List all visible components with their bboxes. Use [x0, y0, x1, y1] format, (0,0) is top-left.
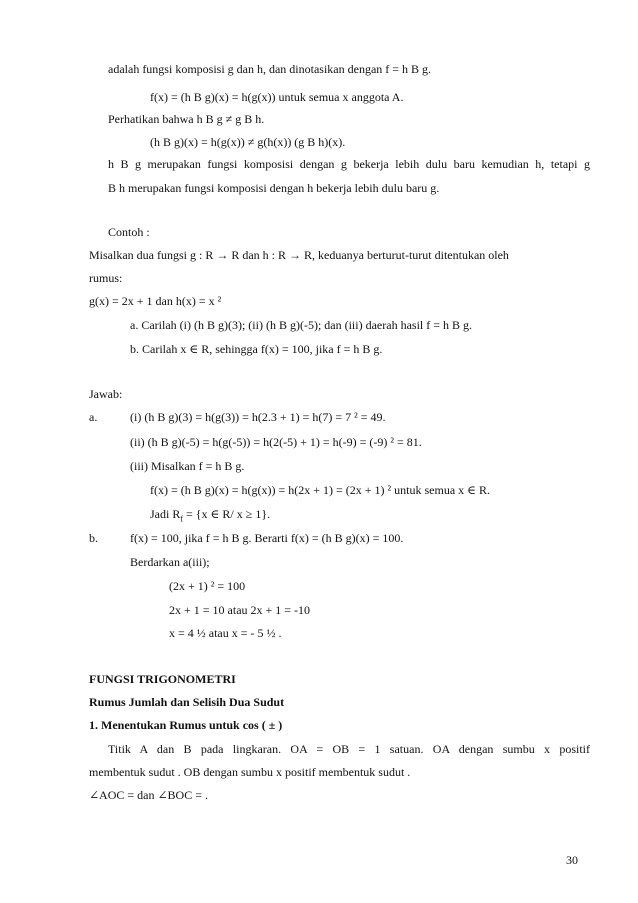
- range-subscript: f: [180, 514, 184, 524]
- answer-label-b: b.: [89, 531, 98, 545]
- formula-line: f(x) = (h B g)(x) = h(g(x)) untuk semua x anggota A.: [150, 90, 404, 104]
- answer-line: (iii) Misalkan f = h B g.: [130, 459, 245, 473]
- equation-line: (2x + 1) ² = 100: [169, 579, 246, 593]
- text-line: membentuk sudut . OB dengan sumbu x positif membentuk sudut .: [89, 765, 411, 779]
- section-heading: FUNGSI TRIGONOMETRI: [89, 672, 236, 686]
- text-line: adalah fungsi komposisi g dan h, dan dinotasikan dengan f = h B g.: [108, 62, 432, 76]
- range-line: [150, 507, 270, 526]
- example-heading: Contoh :: [108, 225, 150, 239]
- answer-line: f(x) = (h B g)(x) = h(g(x)) = h(2x + 1) = (2x + 1) ² untuk semua x ∈ R.: [150, 483, 491, 497]
- text-line: ∠AOC = dan ∠BOC = .: [89, 788, 208, 802]
- question-a: a. Carilah (i) (h B g)(3); (ii) (h B g)(-5); dan (iii) daerah hasil f = h B g.: [130, 318, 472, 332]
- answer-line: (i) (h B g)(3) = h(g(3)) = h(2.3 + 1) = h(7) = 7 ² = 49.: [130, 410, 386, 424]
- text-line: Perhatikan bahwa h B g ≠ g B h.: [108, 112, 265, 126]
- answer-line: (ii) (h B g)(-5) = h(g(-5)) = h(2(-5) + 1) = h(-9) = (-9) ² = 81.: [130, 435, 422, 449]
- answer-line: f(x) = 100, jika f = h B g. Berarti f(x) = (h B g)(x) = 100.: [130, 531, 404, 545]
- equation-line: 2x + 1 = 10 atau 2x + 1 = -10: [169, 603, 311, 617]
- text-line: rumus:: [89, 271, 123, 285]
- answer-heading: Jawab:: [89, 387, 123, 401]
- equation-line: x = 4 ½ atau x = - 5 ½ .: [169, 626, 282, 640]
- formula-line: g(x) = 2x + 1 dan h(x) = x ²: [89, 294, 222, 308]
- text-line: Misalkan dua fungsi g : R → R dan h : R → R, keduanya berturut-turut ditentukan oleh: [89, 248, 509, 262]
- range-label: Jadi R: [150, 507, 181, 521]
- text-line: Titik A dan B pada lingkaran. OA = OB = 1 satuan. OA dengan sumbu x positif: [108, 742, 590, 756]
- text-line: B h merupakan fungsi komposisi dengan h bekerja lebih dulu baru g.: [108, 181, 440, 195]
- range-set: = {x ∈ R/ x ≥ 1}.: [183, 507, 271, 521]
- text-line: h B g merupakan fungsi komposisi dengan g bekerja lebih dulu baru kemudian h, tetapi g: [108, 157, 590, 171]
- question-b: b. Carilah x ∈ R, sehingga f(x) = 100, jika f = h B g.: [130, 342, 383, 356]
- formula-line: (h B g)(x) = h(g(x)) ≠ g(h(x)) (g B h)(x).: [150, 135, 346, 149]
- page-number: 30: [566, 853, 578, 867]
- answer-label-a: a.: [89, 410, 98, 424]
- answer-line: Berdarkan a(iii);: [130, 555, 210, 569]
- subsection-heading: Rumus Jumlah dan Selisih Dua Sudut: [89, 695, 285, 709]
- numbered-heading: 1. Menentukan Rumus untuk cos ( ± ): [89, 718, 283, 732]
